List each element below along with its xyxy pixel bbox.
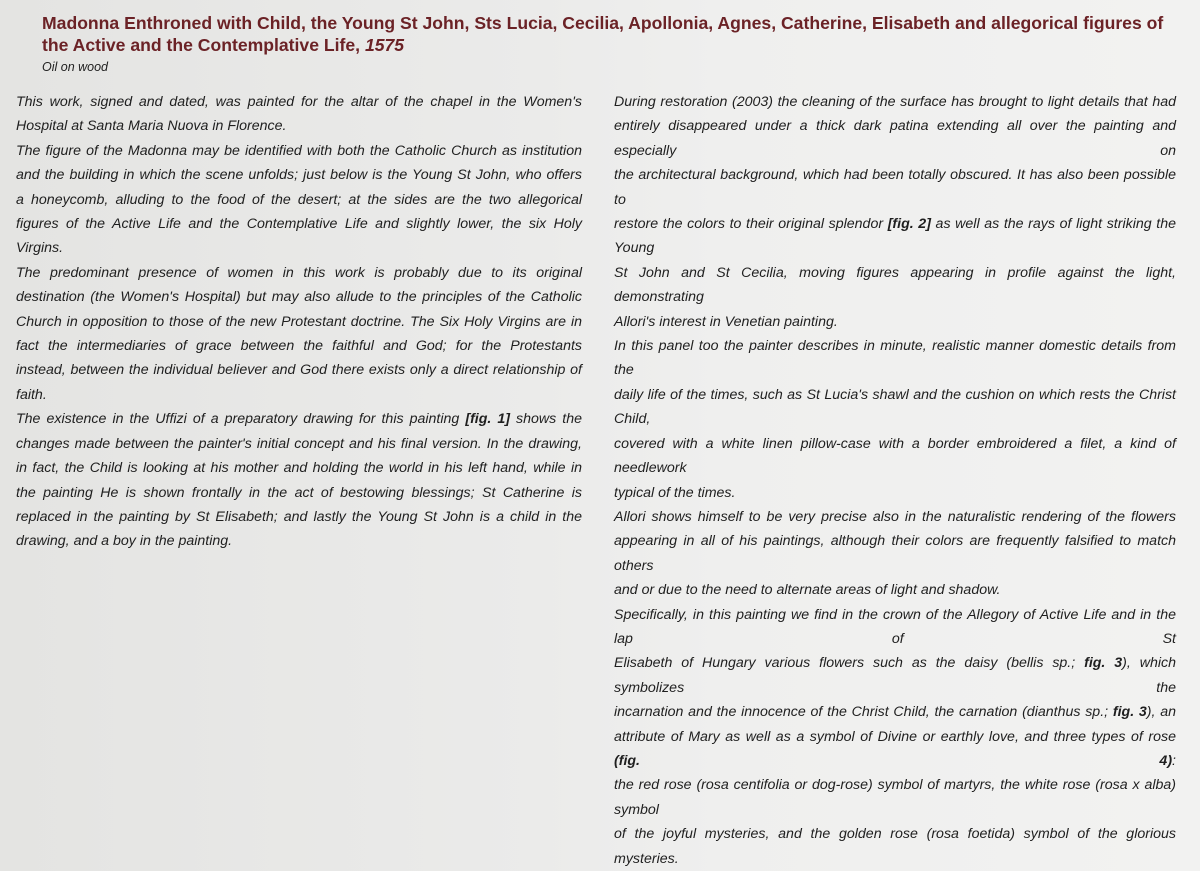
text-line: and or due to the need to alternate areas of light and shadow. xyxy=(614,582,1001,599)
text-line xyxy=(614,651,1176,700)
paragraph-women xyxy=(16,261,582,407)
text-segment: : xyxy=(1172,752,1176,769)
text-line: instead, between the individual believer and God there exists only a direct relationship of xyxy=(16,362,582,379)
title-text: Madonna Enthroned with Child, the Young St John, Sts Lucia, Cecilia, Apollonia, Agnes, Catherine, Elisabeth and allegorical figures of the Active and the Contemplative Life, xyxy=(42,13,1164,55)
text-line: Allori shows himself to be very precise also in the naturalistic rendering of the flowers xyxy=(614,508,1176,525)
text-line: and the building in which the scene unfolds; just below is the Young St John, who offers xyxy=(16,167,582,184)
paragraph-domestic-details xyxy=(614,334,1176,505)
text-line: appearing in all of his paintings, although their colors are frequently falsified to match others xyxy=(614,533,1176,574)
figure-reference: fig. 3 xyxy=(1084,655,1123,672)
text-segment: The existence in the Uffizi of a preparatory drawing for this painting xyxy=(16,411,466,428)
text-line: typical of the times. xyxy=(614,484,736,501)
text-segment: as well as the rays of light striking the Young xyxy=(614,216,1176,257)
text-line: the architectural background, which had been totally obscured. It has also been possible to xyxy=(614,167,1176,208)
text-segment: ), an xyxy=(1146,704,1177,721)
text-line: in fact, the Child is looking at his mother and holding the world in his left hand, while in xyxy=(16,460,582,477)
artwork-medium: Oil on wood xyxy=(42,60,109,74)
text-line xyxy=(16,407,582,431)
text-line: the painting He is shown frontally in the act of bestowing blessings; St Catherine is xyxy=(16,484,582,501)
figure-reference: fig. 3 xyxy=(1112,704,1147,721)
text-line: destination (the Women's Hospital) but may also allude to the principles of the Catholic xyxy=(16,289,582,306)
paragraph-flowers xyxy=(614,505,1176,603)
text-line: figures of the Active Life and the Contemplative Life and slightly lower, the six Holy xyxy=(16,216,582,233)
text-line: fact the intermediaries of grace between the faithful and God; for the Protestants xyxy=(16,338,582,355)
text-line xyxy=(614,212,1176,261)
figure-reference: [fig. 2] xyxy=(887,216,931,233)
text-line: Hospital at Santa Maria Nuova in Florence. xyxy=(16,118,287,135)
text-line: entirely disappeared under a thick dark patina extending all over the painting and especially on xyxy=(614,118,1176,159)
paragraph-origin xyxy=(16,90,582,139)
paragraph-symbols xyxy=(614,603,1176,871)
artwork-title xyxy=(42,12,1182,56)
text-segment: incarnation and the innocence of the Christ Child, the carnation (dianthus sp.; xyxy=(614,704,1113,721)
text-line: Church in opposition to those of the new Protestant doctrine. The Six Holy Virgins are in xyxy=(16,313,582,330)
text-segment: shows the xyxy=(510,411,582,428)
text-line: Specifically, in this painting we find in the crown of the Allegory of Active Life and in the lap of St xyxy=(614,606,1176,647)
paragraph-symbolism xyxy=(16,139,582,261)
right-column-text xyxy=(614,90,1176,871)
text-line: the red rose (rosa centifolia or dog-rose) symbol of martyrs, the white rose (rosa x alba) symbol xyxy=(614,777,1176,818)
text-line: of the joyful mysteries, and the golden rose (rosa foetida) symbol of the glorious mysteries. xyxy=(614,826,1176,867)
title-year: 1575 xyxy=(364,35,405,55)
text-line: During restoration (2003) the cleaning of the surface has brought to light details that had xyxy=(614,94,1176,110)
text-line: This work, signed and dated, was painted for the altar of the chapel in the Women's xyxy=(16,94,582,110)
text-segment: ), which symbolizes the xyxy=(614,655,1176,696)
text-line: Virgins. xyxy=(16,240,64,257)
text-line: faith. xyxy=(16,386,47,403)
text-line: daily life of the times, such as St Lucia's shawl and the cushion on which rests the Christ Child, xyxy=(614,386,1176,428)
figure-reference: (fig. 4) xyxy=(614,752,1173,769)
text-line: replaced in the painting by St Elisabeth; and lastly the Young St John is a child in the xyxy=(16,508,582,525)
text-line: The predominant presence of women in this work is probably due to its original xyxy=(16,264,582,281)
paragraph-restoration xyxy=(614,90,1176,334)
text-line xyxy=(614,725,1176,774)
text-line: changes made between the painter's initial concept and his final version. In the drawing, xyxy=(16,435,582,452)
text-line: St John and St Cecilia, moving figures appearing in profile against the light, demonstrating xyxy=(614,264,1176,306)
left-column-text xyxy=(16,90,582,554)
text-line: a honeycomb, alluding to the food of the desert; at the sides are the two allegorical xyxy=(16,191,582,208)
figure-reference: [fig. 1] xyxy=(465,411,510,428)
text-segment: restore the colors to their original splendor xyxy=(614,216,888,233)
text-line: drawing, and a boy in the painting. xyxy=(16,533,233,550)
text-line: covered with a white linen pillow-case with a border embroidered a filet, a kind of needlework xyxy=(614,435,1176,477)
text-segment: Elisabeth of Hungary various flowers such as the daisy (bellis sp.; xyxy=(614,655,1085,672)
paragraph-drawing xyxy=(16,407,582,553)
text-line xyxy=(614,700,1176,724)
text-line: The figure of the Madonna may be identified with both the Catholic Church as institution xyxy=(16,142,582,159)
text-line: In this panel too the painter describes in minute, realistic manner domestic details from the xyxy=(614,338,1176,379)
text-segment: attribute of Mary as well as a symbol of Divine or earthly love, and three types of rose xyxy=(614,728,1176,745)
text-line: Allori's interest in Venetian painting. xyxy=(614,313,838,330)
